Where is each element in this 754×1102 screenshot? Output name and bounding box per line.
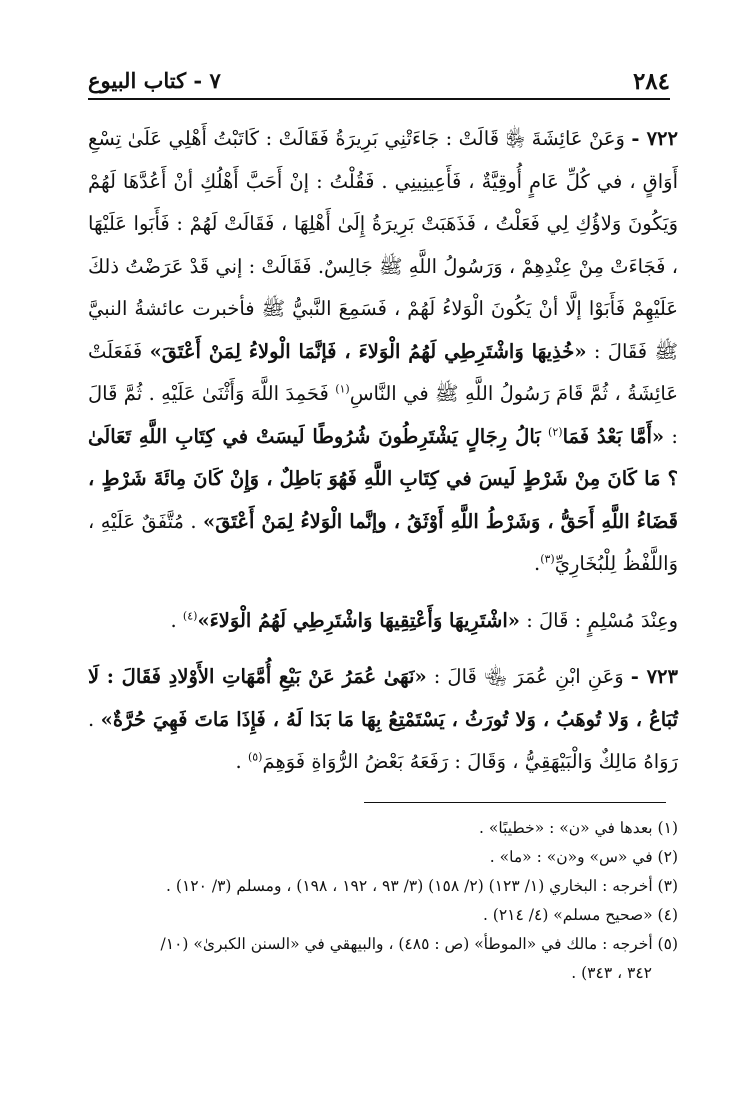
footnote-ref-5[interactable]: (٥) [247, 750, 263, 764]
period: . [533, 552, 541, 575]
footnote-5-text: (٥) أخرجه : مالك في «الموطأ» (ص : ٤٨٥) ، والبيهقي في «السنن الكبرىٰ» (١٠/ [160, 935, 678, 953]
footnote-5 [88, 930, 678, 988]
hadith-722-muslim-variant [88, 600, 678, 643]
footnote-1: (١) بعدها في «ن» : «خطيبًا» . [479, 819, 678, 837]
prophet-quote: «أَمَّا بَعْدُ فَمَا [562, 424, 665, 448]
period: . [235, 750, 242, 773]
prophet-quote: «اشْتَرِيهَا وَأَعْتِقِيهَا وَاشْتَرِطِي لَهُمُ الْوَلاءَ» [197, 608, 520, 632]
prophet-quote: بَالُ رِجَالٍ يَشْتَرِطُونَ شُرُوطًا لَيسَتْ في كِتَابِ اللَّهِ تَعَالَىٰ ؟ مَا كَانَ مِنْ شَرْطٍ لَيسَ في كِتَابِ اللَّهِ فَهُوَ بَاطِلٌ ، وَإِنْ كَانَ مِائَةَ شَرْطٍ ، قَضَاءُ اللَّهِ أَحَقُّ ، وَشَرْطُ اللَّهِ أَوْثَقُ ، وإنَّما الْوَلاءُ لِمَنْ أَعْتَقَ» [88, 424, 678, 533]
footnote-ref-3[interactable]: (٣) [540, 552, 555, 566]
hadith-source: . رَوَاهُ مَالِكٌ وَالْبَيْهَقِيُّ ، وَقَالَ : رَفَعَهُ بَعْضُ الرُّوَاةِ فَوَهِمَ [88, 707, 678, 773]
footnote-ref-4[interactable]: (٤) [182, 609, 198, 622]
main-text [88, 118, 678, 784]
page-header [88, 58, 670, 100]
hadith-source: . مُتَّفَقٌ عَلَيْهِ ، وَاللَّفْظُ لِلْبُخَارِيِّ [88, 509, 678, 575]
footnotes [88, 814, 678, 988]
footnote-divider [364, 802, 666, 803]
footnote-4: (٤) «صحيح مسلم» (٤/ ٢١٤) . [482, 906, 678, 924]
chapter-title: ٧ - كتاب البيوع [88, 68, 221, 93]
hadith-text: فَحَمِدَ اللَّهَ وَأَثْنَىٰ عَلَيْهِ . ثُمَّ قَالَ : [88, 382, 678, 448]
footnote-ref-2[interactable]: (٢) [548, 425, 563, 438]
prophet-quote: «خُذِيهَا وَاشْتَرِطِي لَهُمُ الْوَلاءَ ، فَإنَّمَا الْولاءُ لِمَنْ أَعْتَقَ» [149, 339, 587, 363]
page-number: ٢٨٤ [632, 68, 670, 95]
hadith-number: ٧٢٣ - [630, 665, 678, 688]
footnote-ref-1[interactable]: (١) [335, 382, 350, 396]
athar-quote: «نَهَىٰ عُمَرُ عَنْ بَيْعِ أُمَّهَاتِ الأَوْلادِ فَقَالَ : لَا تُبَاعُ ، وَلا تُوهَبُ ، وَلا تُورَثُ ، يَسْتَمْتِعُ بِهَا مَا بَدَا لَهُ ، فَإِذَا مَاتَ فَهِيَ حُرَّةٌ» [88, 665, 678, 731]
footnote-2: (٢) في «س» و«ن» : «ما» . [489, 848, 678, 866]
hadith-text: وَعَنِ ابْنِ عُمَرَ ﵄ قَالَ : [433, 665, 624, 688]
hadith-723 [88, 656, 678, 784]
hadith-722 [88, 118, 678, 586]
hadith-text: فَفَعَلَتْ عَائِشَةُ ، ثُمَّ قَامَ رَسُولُ اللَّهِ ﷺ في النَّاسِ [88, 339, 678, 405]
footnote-5-continuation: ٣٤٢ ، ٣٤٣) . [571, 964, 652, 982]
hadith-text: وعِنْدَ مُسْلِمٍ : قَالَ : [526, 608, 678, 632]
footnote-3: (٣) أخرجه : البخاري (١/ ١٢٣) (٢/ ١٥٨) (٣/ ٩٣ ، ١٩٢ ، ١٩٨) ، ومسلم (٣/ ١٢٠) . [166, 877, 678, 895]
hadith-number: ٧٢٢ - [631, 127, 678, 150]
period: . [170, 608, 177, 632]
hadith-text: وَعَنْ عَائِشَةَ ﵂ قَالَتْ : جَاءَتْنِي بَرِيرَةُ فَقَالَتْ : كَاتَبْتُ أَهْلِي عَلَىٰ تِسْعِ أَوَاقٍ ، في كُلِّ عَامٍ أُوقِيَّةٌ ، فَأَعِينِينِي . فَقُلْتُ : إنْ أَحَبَّ أَهْلُكِ أنْ أَعُدَّهَا لَهُمْ وَيَكُونَ وَلاؤُكِ لِي فَعَلْتُ ، فَذَهَبَتْ بَرِيرَةُ إِلَىٰ أَهْلِهَا ، فَقَالَتْ لَهُمْ : فَأَبَوا عَلَيْهَا ، فَجَاءَتْ مِنْ عِنْدِهِمْ ، وَرَسُولُ اللَّهِ ﷺ جَالِسٌ. فَقَالَتْ : إني قَدْ عَرَضْتُ ذلكَ عَلَيْهِمْ فَأَبَوْا إلَّا أنْ يَكُونَ الْوَلاءُ لَهُمْ ، فَسَمِعَ النَّبيُّ ﷺ فأخبرت عائشةُ النبيَّ ﷺ فَقَالَ : [88, 127, 678, 363]
